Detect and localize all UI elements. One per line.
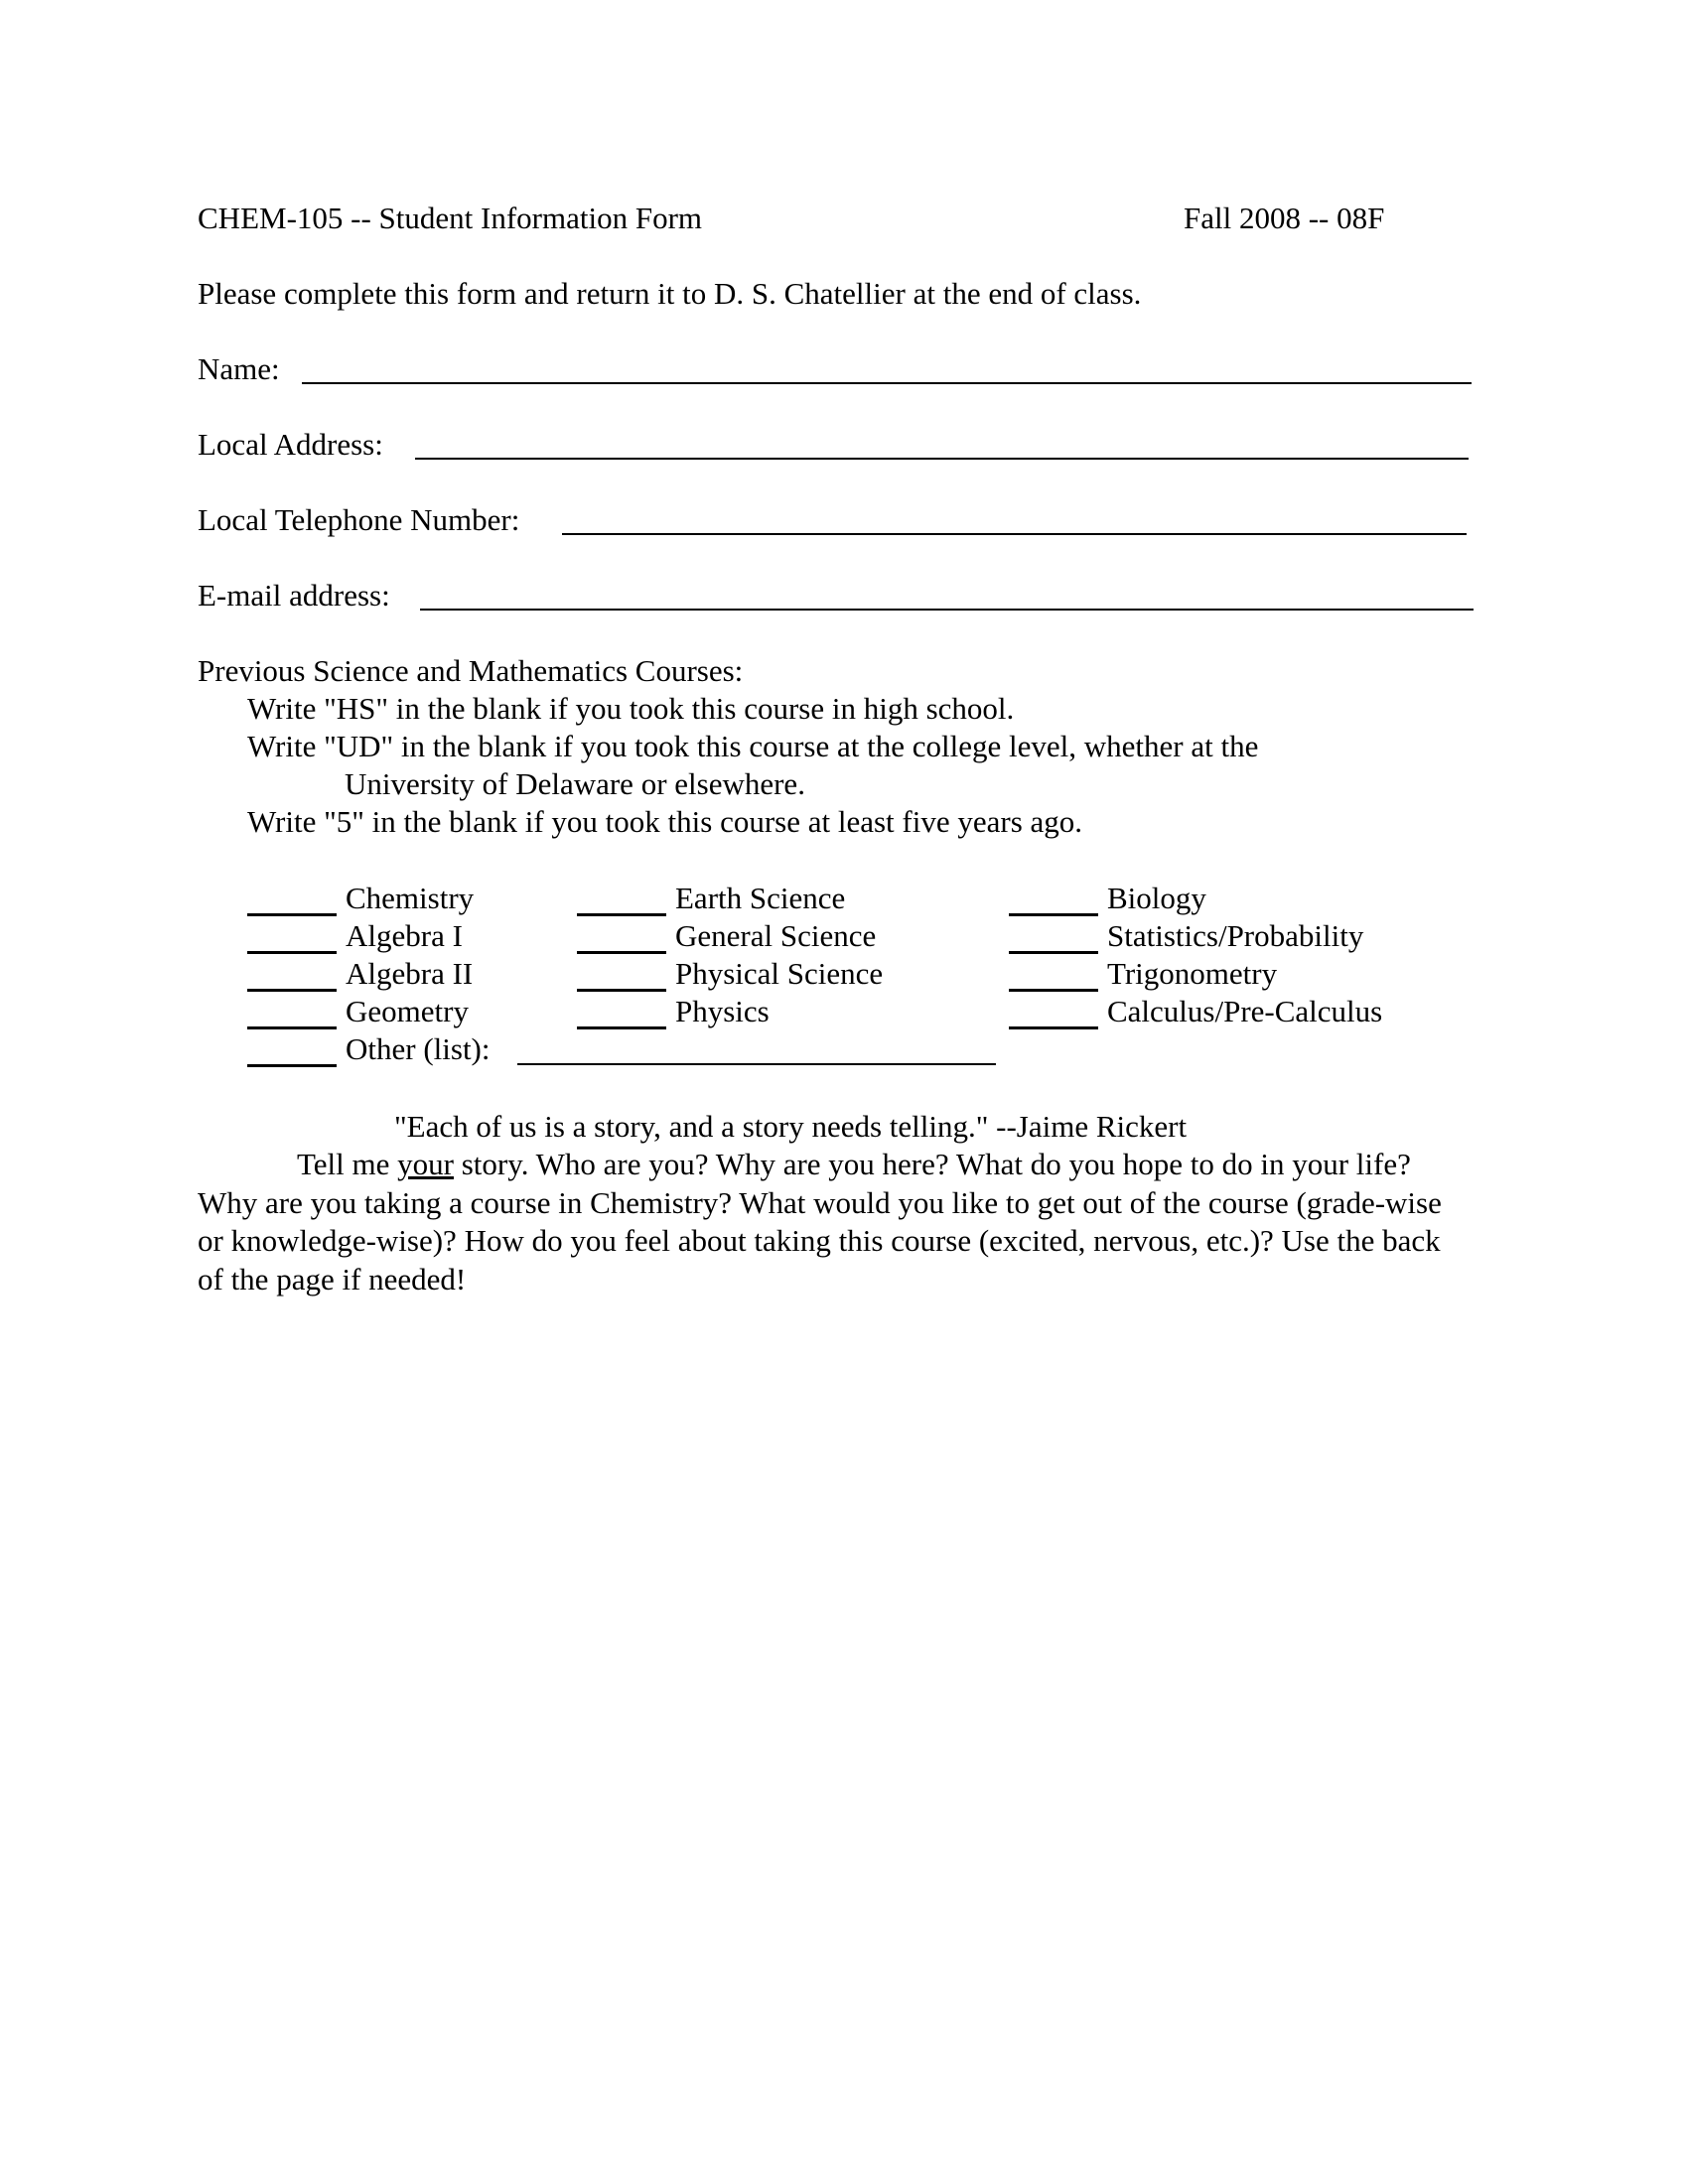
course-blank[interactable]	[1009, 913, 1098, 916]
course-blank[interactable]	[247, 913, 337, 916]
name-field-line[interactable]	[302, 382, 1472, 384]
course-label: Physics	[675, 994, 770, 1028]
address-label: Local Address:	[198, 427, 383, 462]
name-label: Name:	[198, 351, 280, 386]
course-blank[interactable]	[1009, 951, 1098, 954]
story-prompt-start: Tell me	[297, 1147, 398, 1181]
course-label: Chemistry	[346, 881, 475, 915]
course-title: CHEM-105 -- Student Information Form	[198, 201, 703, 235]
other-course-blank[interactable]	[247, 1064, 337, 1067]
story-prompt	[198, 1146, 1459, 1298]
course-label: Algebra II	[346, 956, 474, 991]
course-blank[interactable]	[577, 913, 666, 916]
course-label: Biology	[1107, 881, 1206, 915]
course-label: Algebra I	[346, 918, 463, 953]
course-label: Trigonometry	[1107, 956, 1278, 991]
course-blank[interactable]	[577, 989, 666, 992]
course-label: Statistics/Probability	[1107, 918, 1364, 953]
email-field-line[interactable]	[420, 609, 1474, 611]
other-course-label: Other (list):	[346, 1031, 491, 1066]
story-prompt-emphasis: your	[397, 1147, 454, 1181]
story-quote: "Each of us is a story, and a story needs telling." --Jaime Rickert	[394, 1109, 1188, 1144]
other-course-line[interactable]	[517, 1063, 996, 1065]
rule-five: Write "5" in the blank if you took this course at least five years ago.	[247, 804, 1083, 839]
rule-ud-continued: University of Delaware or elsewhere.	[345, 766, 805, 801]
course-label: General Science	[675, 918, 877, 953]
course-label: Earth Science	[675, 881, 846, 915]
course-label: Calculus/Pre-Calculus	[1107, 994, 1383, 1028]
story-prompt-rest: story. Who are you? Why are you here? What do you hope to do in your life? Why are you taking a course in Chemistry? What would you like to get out of the course (grade-wise or knowledge-wise)? How do you feel about taking this course (excited, nervous, etc.)? Use the back of the page if needed!	[198, 1147, 1442, 1297]
course-label: Geometry	[346, 994, 469, 1028]
course-label: Physical Science	[675, 956, 884, 991]
phone-label: Local Telephone Number:	[198, 502, 520, 537]
rule-ud: Write "UD" in the blank if you took this course at the college level, whether at the	[247, 729, 1259, 763]
term-label: Fall 2008 -- 08F	[1184, 201, 1385, 235]
course-blank[interactable]	[247, 951, 337, 954]
rule-hs: Write "HS" in the blank if you took this course in high school.	[247, 691, 1015, 726]
course-blank[interactable]	[577, 1026, 666, 1029]
courses-heading: Previous Science and Mathematics Courses:	[198, 653, 744, 688]
phone-field-line[interactable]	[562, 533, 1467, 535]
email-label: E-mail address:	[198, 578, 390, 613]
address-field-line[interactable]	[415, 458, 1469, 460]
course-blank[interactable]	[1009, 989, 1098, 992]
course-blank[interactable]	[577, 951, 666, 954]
form-instruction: Please complete this form and return it to D. S. Chatellier at the end of class.	[198, 276, 1142, 311]
course-blank[interactable]	[247, 1026, 337, 1029]
course-blank[interactable]	[1009, 1026, 1098, 1029]
course-blank[interactable]	[247, 989, 337, 992]
